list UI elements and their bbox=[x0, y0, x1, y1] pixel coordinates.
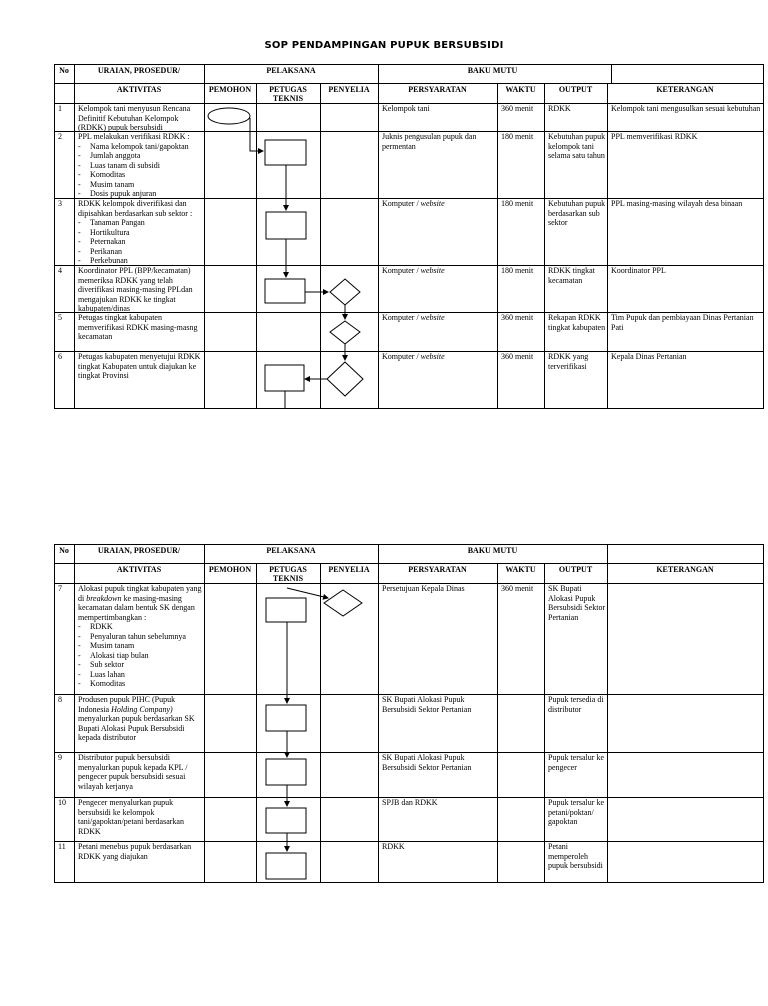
row-persyaratan: SK Bupati Alokasi Pupuk Bersubsidi Sektor Pertanian bbox=[382, 695, 472, 714]
bullet-item: - Jumlah anggota bbox=[78, 151, 202, 161]
decision-5 bbox=[330, 321, 360, 344]
process-box-6 bbox=[265, 365, 304, 391]
text-fragment: website bbox=[420, 266, 445, 275]
start-terminator bbox=[208, 108, 250, 124]
row-waktu: 180 menit bbox=[501, 199, 534, 208]
header-keterangan: KETERANGAN bbox=[656, 565, 714, 574]
row-number: 5 bbox=[58, 313, 62, 322]
text-fragment: menyalurkan pupuk berdasarkan SK Bupati Alokasi Pupuk Bersubsidi kepada distributor bbox=[78, 714, 195, 742]
header-aktivitas: AKTIVITAS bbox=[116, 565, 162, 574]
text-fragment: Kelompok tani bbox=[382, 104, 430, 113]
row-number: 1 bbox=[58, 104, 62, 113]
row-waktu: 360 menit bbox=[501, 352, 534, 361]
bullet-item: - RDKK bbox=[78, 622, 202, 632]
text-fragment: Petugas kabupaten menyetujui RDKK tingkat Kabupaten untuk diajukan ke tingkat Provinsi bbox=[78, 352, 201, 380]
row-number: 9 bbox=[58, 753, 62, 762]
row-output: Kebutuhan pupuk berdasarkan sub sektor bbox=[548, 199, 606, 227]
bullet-item: - Musim tanam bbox=[78, 180, 202, 190]
process-box-9 bbox=[266, 759, 306, 785]
text-fragment: Petani menebus pupuk berdasarkan RDKK yang diajukan bbox=[78, 842, 192, 861]
bullet-item: - Penyaluran tahun sebelumnya bbox=[78, 632, 202, 642]
row-keterangan: Tim Pupuk dan pembiayaan Dinas Pertanian Pati bbox=[611, 313, 754, 332]
bullet-item: - Alokasi tiap bulan bbox=[78, 651, 202, 661]
text-fragment: Holding Company) bbox=[111, 704, 173, 714]
text-fragment: Produsen pupuk PIHC (Pupuk Indonesia bbox=[78, 695, 176, 714]
row-keterangan: PPL masing-masing wilayah desa binaan bbox=[611, 199, 743, 208]
text-fragment: Kelompok tani menyusun Rencana Definitif Kebutuhan Kelompok (RDKK) pupuk bersubsidi bbox=[78, 104, 191, 132]
row-output: RDKK bbox=[548, 104, 571, 113]
bullet-item: - Tanaman Pangan bbox=[78, 218, 202, 228]
row-number: 11 bbox=[58, 842, 66, 851]
process-box-4 bbox=[265, 279, 305, 303]
header-keterangan: KETERANGAN bbox=[656, 85, 714, 94]
bullet-item: - Komoditas bbox=[78, 679, 202, 689]
header-pelaksana: PELAKSANA bbox=[266, 546, 316, 555]
row-persyaratan: SPJB dan RDKK bbox=[382, 798, 438, 807]
row-number: 10 bbox=[58, 798, 66, 807]
bullet-item: - Nama kelompok tani/gapoktan bbox=[78, 142, 202, 152]
decision-7 bbox=[324, 590, 362, 616]
row-keterangan: Kepala Dinas Pertanian bbox=[611, 352, 687, 361]
row-waktu: 360 menit bbox=[501, 584, 534, 593]
row-number: 3 bbox=[58, 199, 62, 208]
process-box-7 bbox=[266, 598, 306, 622]
row-number: 7 bbox=[58, 584, 62, 593]
bullet-item: - Luas lahan bbox=[78, 670, 202, 680]
text-fragment: Petugas tingkat kabupaten memverifikasi RDKK masing-masng kecamatan bbox=[78, 313, 198, 341]
process-box-11 bbox=[266, 853, 306, 879]
text-fragment: Komputer / bbox=[382, 266, 421, 275]
bullet-item: - Hortikultura bbox=[78, 228, 202, 238]
text-fragment: Juknis pengusulan pupuk dan permentan bbox=[382, 132, 477, 151]
process-box-8 bbox=[266, 705, 306, 731]
row-number: 2 bbox=[58, 132, 62, 141]
row-waktu: 360 menit bbox=[501, 104, 534, 113]
bullet-item: - Komoditas bbox=[78, 170, 202, 180]
header-baku-mutu: BAKU MUTU bbox=[467, 546, 518, 555]
row-keterangan: Koordinator PPL bbox=[611, 266, 666, 275]
header-waktu: WAKTU bbox=[505, 85, 536, 94]
header-uraian: URAIAN, PROSEDUR/ bbox=[97, 546, 181, 555]
text-fragment: PPL melakukan verifikasi RDKK : bbox=[78, 132, 190, 141]
bullet-item: - Luas tanam di subsidi bbox=[78, 161, 202, 171]
header-output: OUTPUT bbox=[558, 85, 593, 94]
header-pelaksana: PELAKSANA bbox=[266, 66, 316, 75]
row-output: Kebutuhan pupuk kelompok tani selama satu tahun bbox=[548, 132, 606, 160]
process-box-3 bbox=[266, 212, 306, 239]
text-fragment: Koordinator PPL (BPP/kecamatan) memeriksa RDKK yang telah diverifikasi masing-masing PPLdan mengajukan RDKK ke tingkat kabupaten/dinas bbox=[78, 266, 193, 313]
header-baku-mutu: BAKU MUTU bbox=[467, 66, 518, 75]
header-no: No bbox=[59, 66, 69, 75]
flow-line bbox=[287, 588, 328, 598]
header-pemohon: PEMOHON bbox=[208, 565, 252, 574]
header-waktu: WAKTU bbox=[505, 565, 536, 574]
text-fragment: breakdown bbox=[86, 593, 122, 603]
row-keterangan: PPL memverifikasi RDKK bbox=[611, 132, 698, 141]
text-fragment: Alokasi pupuk tingkat kabupaten yang di bbox=[78, 584, 202, 603]
row-waktu: 180 menit bbox=[501, 266, 534, 275]
text-fragment: Komputer / bbox=[382, 199, 421, 208]
text-fragment: Komputer / bbox=[382, 313, 421, 322]
process-box-2 bbox=[265, 140, 306, 165]
header-petugas-teknis: PETUGAS TEKNIS bbox=[269, 85, 307, 103]
row-number: 8 bbox=[58, 695, 62, 704]
row-output: Rekapan RDKK tingkat kabupaten bbox=[548, 313, 606, 332]
bullet-item: - Perikanan bbox=[78, 247, 202, 257]
text-fragment: RDKK kelompok diverifikasi dan dipisahkan berdasarkan sub sektor : bbox=[78, 199, 193, 218]
bullet-item: - Peternakan bbox=[78, 237, 202, 247]
decision-6 bbox=[327, 362, 363, 396]
row-persyaratan: SK Bupati Alokasi Pupuk Bersubsidi Sektor Pertanian bbox=[382, 753, 472, 772]
row-waktu: 360 menit bbox=[501, 313, 534, 322]
text-fragment: Distributor pupuk bersubsidi menyalurkan pupuk kepada KPL / pengecer pupuk bersubsidi sesuai wilayah kerjanya bbox=[78, 753, 188, 791]
row-output: RDKK tingkat kecamatan bbox=[548, 266, 595, 285]
header-no: No bbox=[59, 546, 69, 555]
header-output: OUTPUT bbox=[558, 565, 593, 574]
text-fragment: website bbox=[420, 313, 445, 322]
page-title: SOP PENDAMPINGAN PUPUK BERSUBSIDI bbox=[264, 40, 504, 51]
header-penyelia: PENYELIA bbox=[328, 85, 370, 94]
row-number: 4 bbox=[58, 266, 62, 275]
flow-line bbox=[250, 118, 263, 151]
bullet-item: - Perkebunan bbox=[78, 256, 202, 266]
header-uraian: URAIAN, PROSEDUR/ bbox=[97, 66, 181, 75]
text-fragment: website bbox=[420, 352, 445, 361]
bullet-item: - Dosis pupuk anjuran bbox=[78, 189, 202, 199]
text-fragment: website bbox=[420, 199, 445, 208]
bullet-item: - Sub sektor bbox=[78, 660, 202, 670]
row-output: Pupuk tersalur ke petani/poktan/ gapoktan bbox=[548, 798, 604, 826]
row-output: RDKK yang terverifikasi bbox=[548, 352, 589, 371]
row-output: Pupuk tersedia di distributor bbox=[548, 695, 604, 714]
row-persyaratan: Persetujuan Kepala Dinas bbox=[382, 584, 465, 593]
row-waktu: 180 menit bbox=[501, 132, 534, 141]
row-persyaratan: RDKK bbox=[382, 842, 405, 851]
decision-4 bbox=[330, 279, 360, 305]
bullet-item: - Musim tanam bbox=[78, 641, 202, 651]
row-output: SK Bupati Alokasi Pupuk Bersubsidi Sektor Pertanian bbox=[548, 584, 606, 622]
text-fragment: Pengecer menyalurkan pupuk bersubsidi ke kelompok tani/gapoktan/petani berdasarkan RDKK bbox=[78, 798, 184, 836]
row-output: Petani memperoleh pupuk bersubsidi bbox=[548, 842, 603, 870]
header-persyaratan: PERSYARATAN bbox=[408, 565, 467, 574]
header-petugas-teknis: PETUGAS TEKNIS bbox=[269, 565, 307, 583]
header-pemohon: PEMOHON bbox=[208, 85, 252, 94]
row-output: Pupuk tersalur ke pengecer bbox=[548, 753, 604, 772]
header-penyelia: PENYELIA bbox=[328, 565, 370, 574]
process-box-10 bbox=[266, 808, 306, 833]
text-fragment: ke masing-masing kecamatan dalam bentuk SK dengan mempertimbangkan : bbox=[78, 593, 195, 622]
row-number: 6 bbox=[58, 352, 62, 361]
row-keterangan: Kelompok tani mengusulkan sesuai kebutuhan bbox=[611, 104, 761, 113]
header-aktivitas: AKTIVITAS bbox=[116, 85, 162, 94]
header-persyaratan: PERSYARATAN bbox=[408, 85, 467, 94]
text-fragment: Komputer / bbox=[382, 352, 421, 361]
